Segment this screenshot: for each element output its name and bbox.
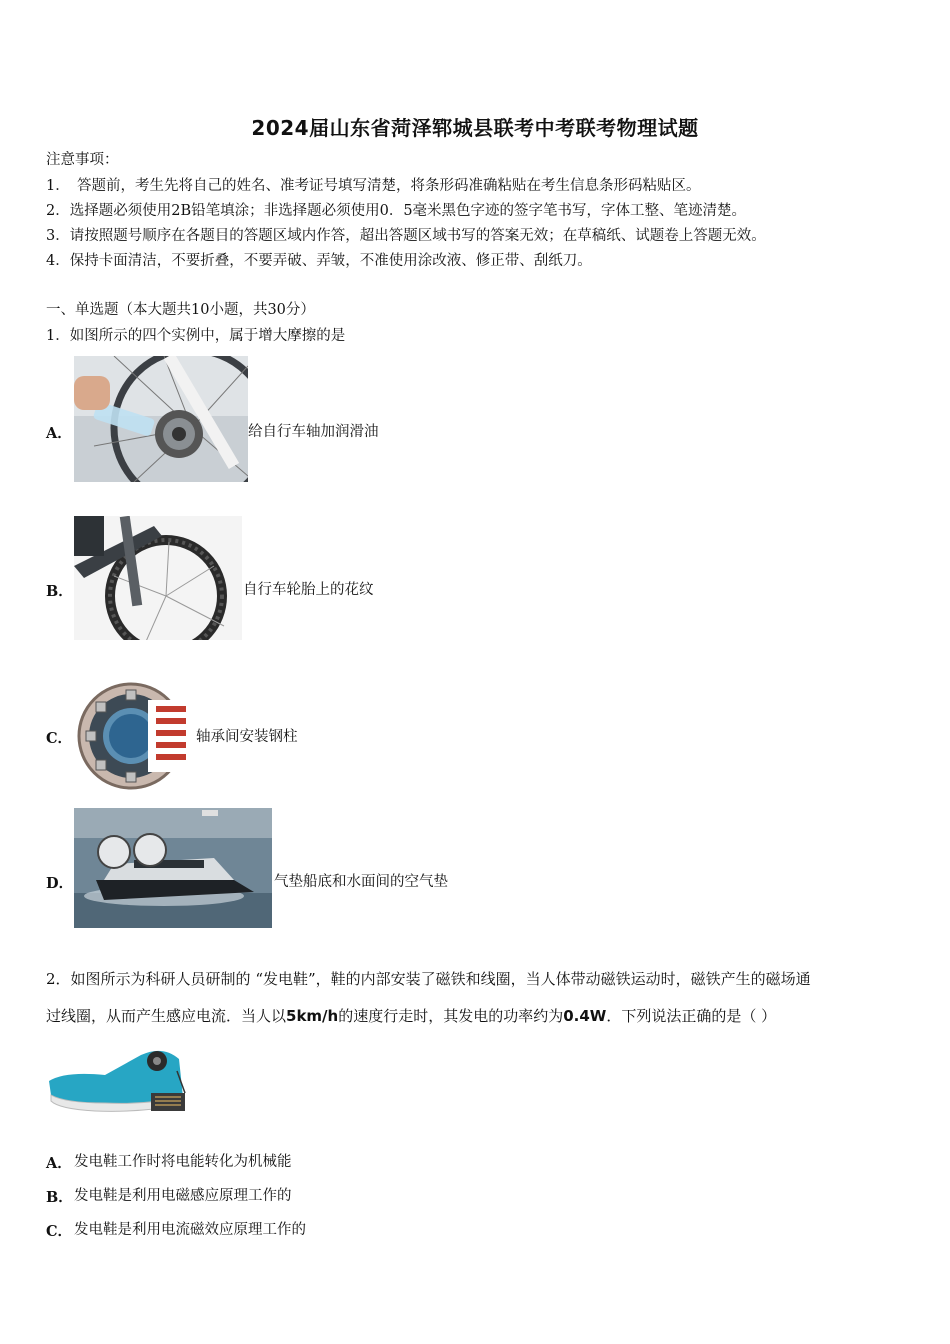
option-d-text: 气垫船底和水面间的空气垫 (274, 874, 448, 890)
option-d-label: D． (46, 875, 74, 892)
q2-text-b: 的速度行走时，其发电的功率约为 (338, 1007, 564, 1025)
q2-power: 0.4W (563, 1007, 607, 1025)
q2-option-a-text: 发电鞋工作时将电能转化为机械能 (74, 1154, 292, 1170)
q2-speed: 5km/h (286, 1007, 339, 1025)
question-2-line-1: 2．如图所示为科研人员研制的 “发电鞋”，鞋的内部安装了磁铁和线圈，当人体带动磁铁运动时，磁铁产生的磁场通 (46, 970, 811, 988)
q2-text-a: 过线圈，从而产生感应电流．当人以 (46, 1007, 287, 1025)
bicycle-tire-image (74, 516, 242, 640)
notice-item-2: 2．选择题必须使用2B铅笔填涂；非选择题必须使用0．5毫米黑色字迹的签字笔书写，字体工整、笔迹清楚。 (46, 203, 747, 219)
bicycle-oil-image (74, 356, 248, 482)
option-a-text: 给自行车轴加润滑油 (248, 424, 379, 440)
option-b-text: 自行车轮胎上的花纹 (243, 582, 374, 598)
q2-option-c-label: C． (46, 1223, 73, 1240)
option-b-label: B． (46, 583, 73, 600)
notice-item-1: 1． 答题前，考生先将自己的姓名、准考证号填写清楚，将条形码准确粘贴在考生信息条形码粘贴区。 (46, 178, 701, 194)
question-2-line-2 (46, 1006, 776, 1026)
q2-option-c-text: 发电鞋是利用电流磁效应原理工作的 (74, 1222, 306, 1238)
bearing-image (76, 680, 194, 792)
question-1-stem: 1．如图所示的四个实例中，属于增大摩擦的是 (46, 328, 346, 344)
notice-item-4: 4．保持卡面清洁，不要折叠，不要弄破、弄皱，不准使用涂改液、修正带、刮纸刀。 (46, 253, 592, 269)
q2-option-b-label: B． (46, 1189, 73, 1206)
option-a-label: A． (46, 425, 72, 442)
q2-option-a-label: A． (46, 1155, 72, 1172)
power-shoe-image (45, 1041, 191, 1121)
q2-option-b-text: 发电鞋是利用电磁感应原理工作的 (74, 1188, 292, 1204)
option-c-label: C． (46, 730, 73, 747)
hovercraft-image (74, 808, 272, 928)
notice-heading: 注意事项： (46, 152, 119, 168)
q2-text-c: ．下列说法正确的是（ ） (606, 1007, 777, 1025)
section-heading: 一、单选题（本大题共10小题，共30分） (46, 302, 315, 318)
notice-item-3: 3．请按照题号顺序在各题目的答题区域内作答，超出答题区域书写的答案无效；在草稿纸、试题卷上答题无效。 (46, 228, 766, 244)
option-c-text: 轴承间安装钢柱 (196, 729, 298, 745)
page-title: 2024届山东省菏泽郓城县联考中考联考物理试题 (251, 116, 699, 140)
